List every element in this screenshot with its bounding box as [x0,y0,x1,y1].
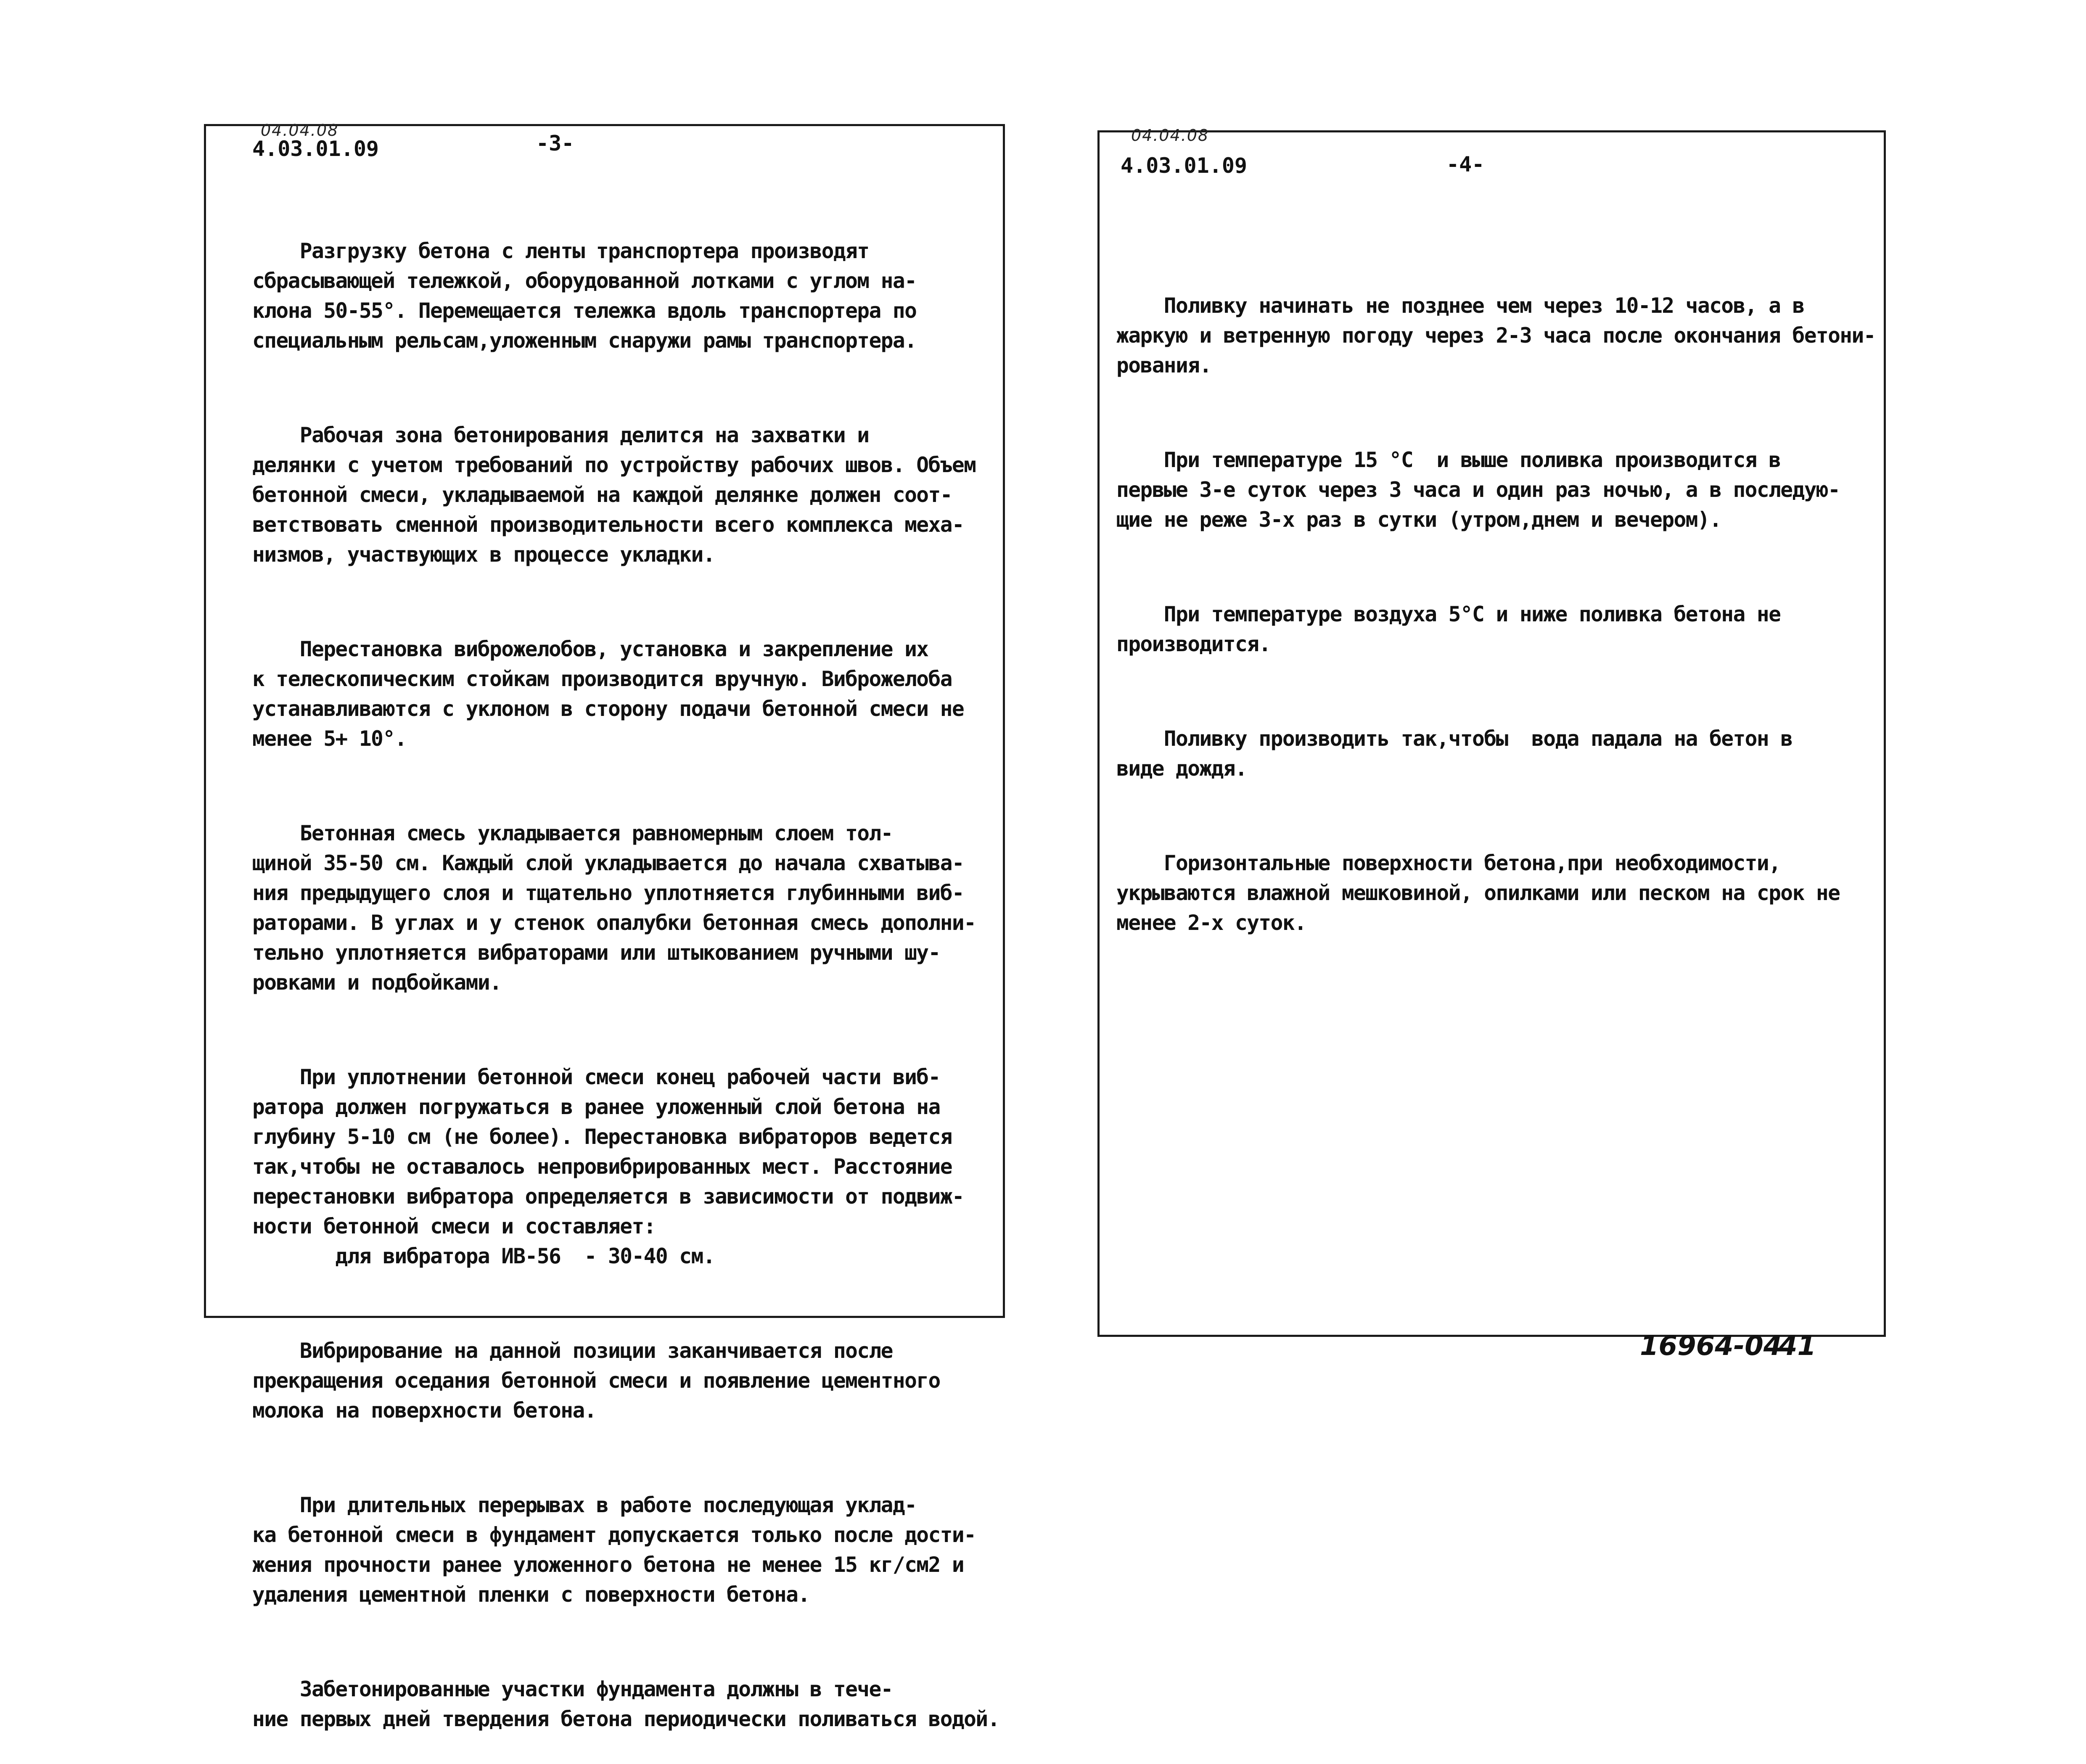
right-page-body [1116,231,1875,968]
paragraph: Разгрузку бетона с ленты транспортера производят сбрасывающей тележкой, оборудованной лотками с углом на- клона 50-55°. Перемещается тележка вдоль транспортера по специальным рельсам,уложенным снаружи рамы транспортера. [252,239,917,353]
paragraph: Вибрирование на данной позиции заканчивается после прекращения оседания бетонной смеси и появление цементного молока на поверхности бетона. [252,1339,940,1423]
left-page-number: -3- [536,131,574,156]
paragraph: Перестановка виброжелобов, установка и закрепление их к телескопическим стойкам производится вручную. Виброжелоба устанавливаются с уклоном в сторону подачи бетонной смеси не менее 5+ 10°. [252,637,964,751]
paragraph: Поливку производить так,чтобы вода падала на бетон в виде дождя. [1116,726,1793,781]
left-page-body [252,177,999,1764]
paragraph: Поливку начинать не позднее чем через 10-12 часов, а в жаркую и ветренную погоду через 2-3 часа после окончания бетони- рования. [1116,293,1875,378]
paragraph: При уплотнении бетонной смеси конец рабочей части виб- ратора должен погружаться в ранее уложенный слой бетона на глубину 5-10 см (не более). Перестановка вибраторов ведется так,чтобы не оставалось непровибрированных мест. Расстояние перестановки вибратора определяется в зависимости от подвиж- ности бетонной смеси и составляет: для вибратора ИВ-56 - 30-40 см. [252,1065,964,1268]
paragraph: При температуре воздуха 5°С и ниже поливка бетона не производится. [1116,602,1781,656]
paragraph: Забетонированные участки фундамента должны в тече- ние первых дней твердения бетона периодически поливаться водой. [252,1677,999,1731]
document-number: 16964-04 [1640,1331,1782,1362]
left-page-code: 4.03.01.09 [252,137,379,161]
right-page-code: 4.03.01.09 [1121,153,1248,178]
left-page-stamp: 04.04.08 [261,121,339,140]
right-page-stamp: 04.04.08 [1131,126,1209,145]
paragraph: Горизонтальные поверхности бетона,при необходимости, укрываются влажной мешковиной, опилками или песком на срок не менее 2-х суток. [1116,851,1840,935]
sheet-number: 41 [1779,1331,1816,1362]
right-page-number: -4- [1446,152,1485,177]
paragraph: При температуре 15 °С и выше поливка производится в первые 3-е суток через 3 часа и один раз ночью, а в последую- щие не реже 3-х раз в сутки (утром,днем и вечером). [1116,448,1840,532]
paragraph: Бетонная смесь укладывается равномерным слоем тол- щиной 35-50 см. Каждый слой укладывается до начала схватыва- ния предыдущего слоя и тщательно уплотняется глубинными виб- раторами. В углах и у стенок опалубки бетонная смесь дополни- тельно уплотняется вибраторами или штыкованием ручными шу- ровками и подбойками. [252,821,976,995]
paragraph: При длительных перерывах в работе последующая уклад- ка бетонной смеси в фундамент допускается только после дости- жения прочности ранее уложенного бетона не менее 15 кг/см2 и удаления цементной пленки с поверхности бетона. [252,1493,976,1607]
paragraph: Рабочая зона бетонирования делится на захватки и делянки с учетом требований по устройству рабочих швов. Объем бетонной смеси, укладываемой на каждой делянке должен соот- ветствовать сменной производительности всего комплекса меха- низмов, участвующих в процессе укладки. [252,423,976,567]
